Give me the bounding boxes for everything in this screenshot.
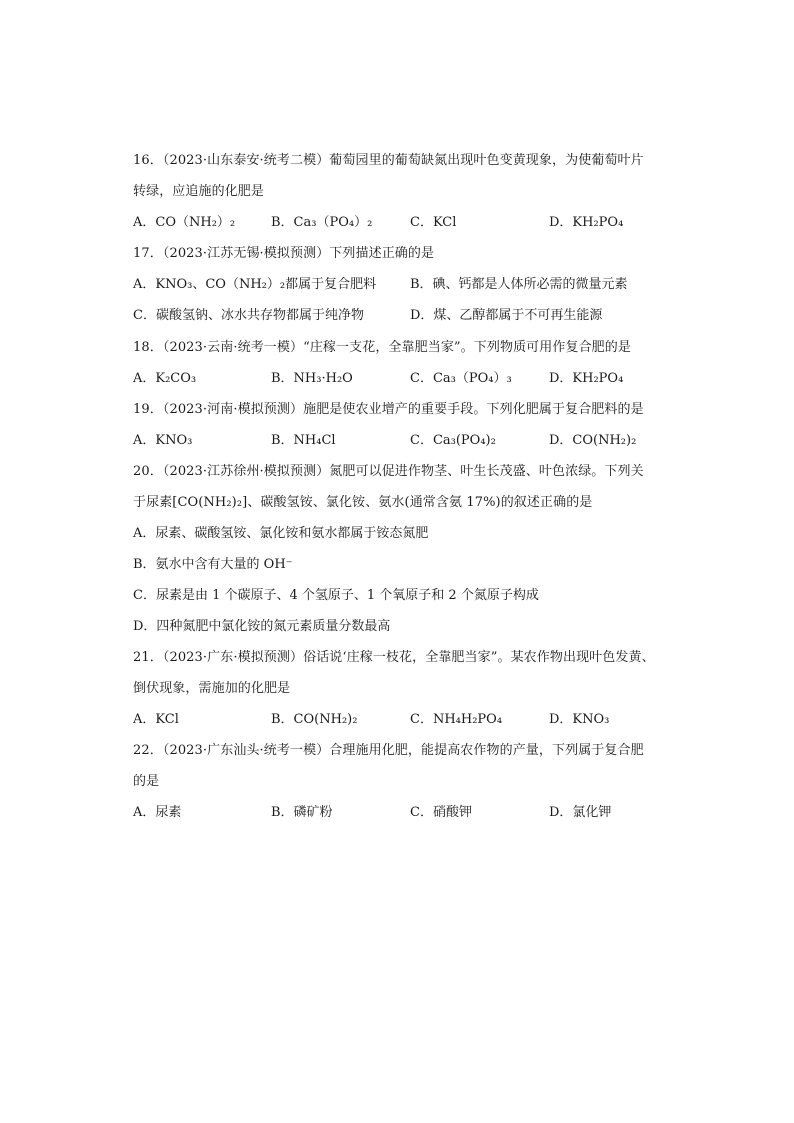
question-22-stem-line-1: 22．（2023·广东汕头·统考一模）合理施用化肥，能提高农作物的产量，下列属于复合肥 <box>133 743 644 758</box>
question-16-option-d[interactable]: D．KH₂PO₄ <box>549 215 624 230</box>
question-17-stem: 17．（2023·江苏无锡·模拟预测）下列描述正确的是 <box>133 246 435 261</box>
question-22-option-b[interactable]: B．磷矿粉 <box>271 805 333 820</box>
question-17-option-d[interactable]: D．煤、乙醇都属于不可再生能源 <box>410 308 603 323</box>
question-20-option-c[interactable]: C．尿素是由 1 个碳原子、4 个氢原子、1 个氧原子和 2 个氮原子构成 <box>133 588 539 603</box>
question-19-option-a[interactable]: A．KNO₃ <box>133 433 193 448</box>
question-17-option-b[interactable]: B．碘、钙都是人体所必需的微量元素 <box>410 277 628 292</box>
question-21-option-c[interactable]: C．NH₄H₂PO₄ <box>410 712 503 727</box>
question-16-stem-line-1: 16．（2023·山东泰安·统考二模）葡萄园里的葡萄缺氮出现叶色变黄现象，为使葡萄叶片 <box>133 153 644 168</box>
question-19-option-d[interactable]: D．CO(NH₂)₂ <box>549 433 637 448</box>
question-18-option-d[interactable]: D．KH₂PO₄ <box>549 371 624 386</box>
question-19-option-b[interactable]: B．NH₄Cl <box>271 433 336 448</box>
question-19-stem: 19．（2023·河南·模拟预测）施肥是使农业增产的重要手段。下列化肥属于复合肥料的是 <box>133 402 644 417</box>
question-18-option-a[interactable]: A．K₂CO₃ <box>133 371 197 386</box>
question-21-option-b[interactable]: B．CO(NH₂)₂ <box>271 712 358 727</box>
question-18-option-c[interactable]: C．Ca₃（PO₄）₃ <box>410 371 512 386</box>
question-16-option-b[interactable]: B．Ca₃（PO₄）₂ <box>271 215 373 230</box>
question-20-stem-line-2: 于尿素[CO(NH₂)₂]、碳酸氢铵、氯化铵、氨水(通常含氨 17%)的叙述正确的是 <box>133 495 593 510</box>
question-22-option-c[interactable]: C．硝酸钾 <box>410 805 472 820</box>
question-22-stem-line-2: 的是 <box>133 774 160 789</box>
question-16-stem-line-2: 转绿，应追施的化肥是 <box>133 184 265 199</box>
question-18-stem: 18．（2023·云南·统考一模）“庄稼一支花，全靠肥当家”。下列物质可用作复合肥的是 <box>133 340 631 355</box>
question-17-option-a[interactable]: A．KNO₃、CO（NH₂）₂都属于复合肥料 <box>133 277 377 292</box>
question-18-option-b[interactable]: B．NH₃·H₂O <box>271 371 353 386</box>
question-21-option-a[interactable]: A．KCl <box>133 712 179 727</box>
question-17-option-c[interactable]: C．碳酸氢钠、冰水共存物都属于纯净物 <box>133 308 364 323</box>
question-20-option-d[interactable]: D．四种氮肥中氯化铵的氮元素质量分数最高 <box>133 619 391 634</box>
question-21-stem-line-2: 倒伏现象，需施加的化肥是 <box>133 681 291 696</box>
question-20-stem-line-1: 20．（2023·江苏徐州·模拟预测）氮肥可以促进作物茎、叶生长茂盛、叶色浓绿。下列关 <box>133 464 644 479</box>
question-16-option-a[interactable]: A．CO（NH₂）₂ <box>133 215 236 230</box>
question-20-option-b[interactable]: B．氨水中含有大量的 OH⁻ <box>133 557 293 572</box>
question-16-option-c[interactable]: C．KCl <box>410 215 457 230</box>
question-19-option-c[interactable]: C．Ca₃(PO₄)₂ <box>410 433 496 448</box>
question-21-stem-line-1: 21．（2023·广东·模拟预测）俗话说‘庄稼一枝花，全靠肥当家”。某农作物出现叶色发黄、 <box>133 650 655 665</box>
question-22-option-d[interactable]: D．氯化钾 <box>549 805 612 820</box>
question-21-option-d[interactable]: D．KNO₃ <box>549 712 610 727</box>
question-22-option-a[interactable]: A．尿素 <box>133 805 182 820</box>
question-20-option-a[interactable]: A．尿素、碳酸氢铵、氯化铵和氨水都属于铵态氮肥 <box>133 526 429 541</box>
